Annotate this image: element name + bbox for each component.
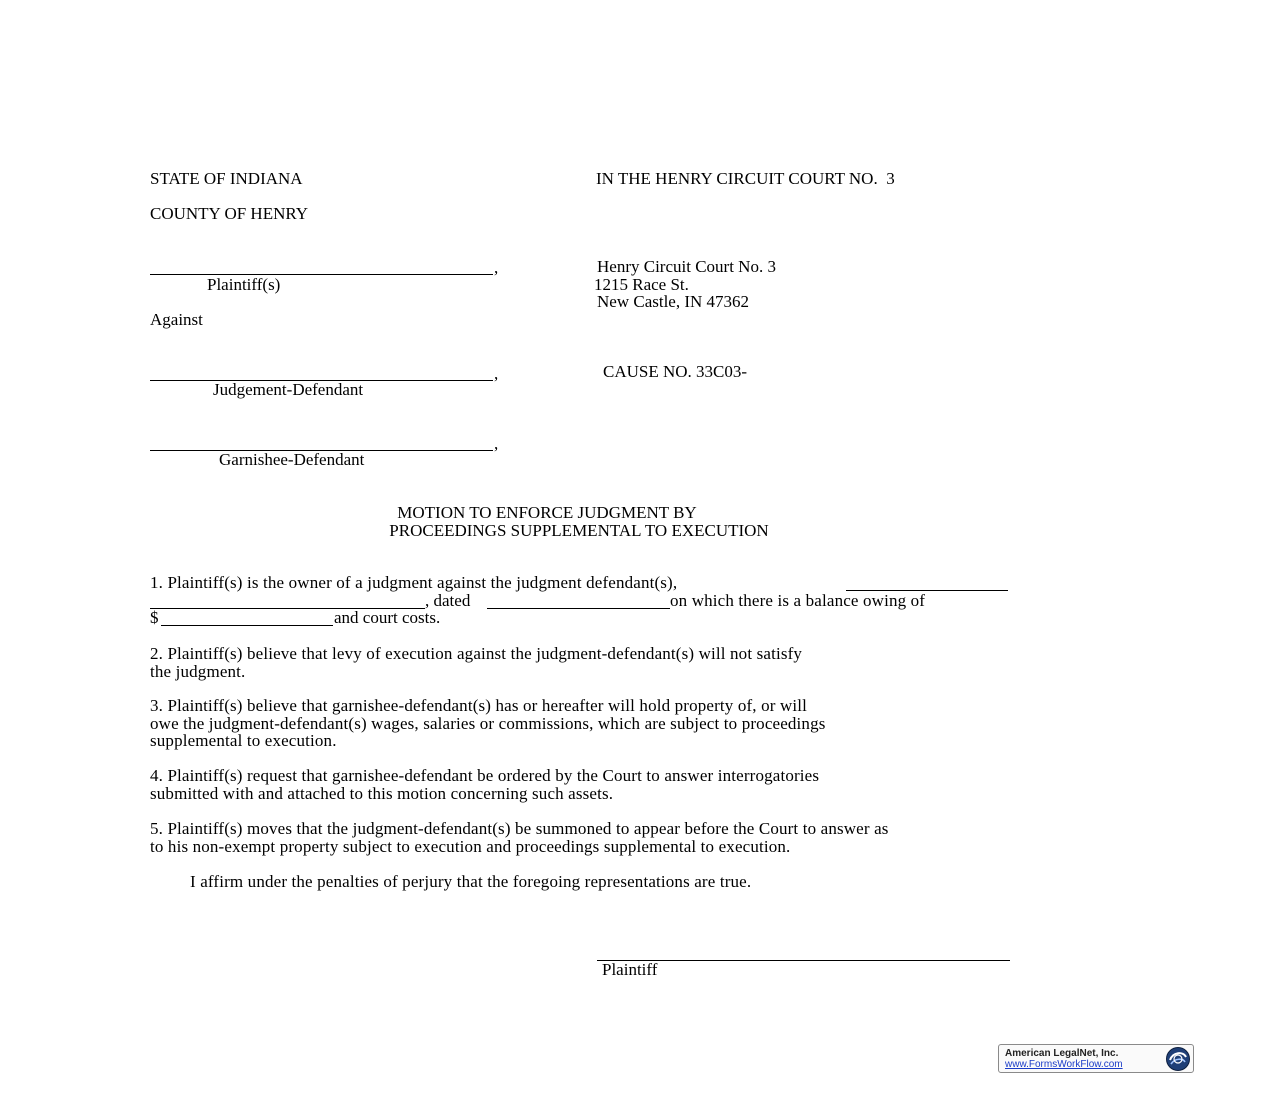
paragraph-1-text-a: 1. Plaintiff(s) is the owner of a judgment against the judgment defendant(s), xyxy=(150,573,678,592)
logo-company-name: American LegalNet, Inc. xyxy=(1005,1048,1119,1059)
logo-website-link[interactable]: www.FormsWorkFlow.com xyxy=(1005,1059,1123,1070)
court-address-line3: New Castle, IN 47362 xyxy=(597,292,750,311)
court-heading: IN THE HENRY CIRCUIT COURT NO. 3 xyxy=(596,169,895,188)
signature-label: Plaintiff xyxy=(602,960,658,979)
paragraph-2: 2. Plaintiff(s) believe that levy of execution against the judgment-defendant(s) will not satisfy the judgment. xyxy=(150,644,803,681)
judgment-date-blank[interactable] xyxy=(487,608,670,609)
paragraph-1-text-e: and court costs. xyxy=(334,608,441,627)
balance-amount-blank[interactable] xyxy=(161,625,333,626)
paragraph-3: 3. Plaintiff(s) believe that garnishee-defendant(s) has or hereafter will hold property of, or will owe the judgment-defendant(s) wages, salaries or commissions, which are subject to proceedings supplemental to execution. xyxy=(150,696,826,750)
cause-number: CAUSE NO. 33C03- xyxy=(603,362,748,381)
plaintiff-signature-line[interactable] xyxy=(597,960,1010,961)
against-label: Against xyxy=(150,310,203,329)
paragraph-1-text-b: , dated xyxy=(425,591,471,610)
affirmation-statement: I affirm under the penalties of perjury that the foregoing representations are true. xyxy=(190,872,752,891)
paragraph-1-text-c: on which there is a balance owing of xyxy=(670,591,926,610)
garnishee-defendant-comma: , xyxy=(494,434,499,453)
motion-title-line1: MOTION TO ENFORCE JUDGMENT BY xyxy=(397,503,697,522)
paragraph-1-text-d: $ xyxy=(150,608,159,627)
plaintiff-label: Plaintiff(s) xyxy=(207,275,281,294)
court-address-line1: Henry Circuit Court No. 3 xyxy=(597,257,776,276)
paragraph-5: 5. Plaintiff(s) moves that the judgment-defendant(s) be summoned to appear before the Court to answer as to his non-exempt property subject to execution and proceedings supplemental to execution. xyxy=(150,819,889,856)
motion-title-line2: PROCEEDINGS SUPPLEMENTAL TO EXECUTION xyxy=(389,521,769,540)
garnishee-defendant-label: Garnishee-Defendant xyxy=(219,450,365,469)
globe-swirl-icon xyxy=(1165,1046,1191,1072)
plaintiff-comma: , xyxy=(494,258,499,277)
court-address-line2: 1215 Race St. xyxy=(594,275,689,294)
american-legalnet-logo[interactable] xyxy=(998,1044,1194,1073)
county-heading: COUNTY OF HENRY xyxy=(150,204,309,223)
state-heading: STATE OF INDIANA xyxy=(150,169,303,188)
plaintiff-name-blank[interactable] xyxy=(150,274,493,275)
judgement-defendant-label: Judgement-Defendant xyxy=(213,380,364,399)
judgement-defendant-comma: , xyxy=(494,364,499,383)
paragraph-4: 4. Plaintiff(s) request that garnishee-defendant be ordered by the Court to answer interrogatories submitted with and attached to this motion concerning such assets. xyxy=(150,766,820,803)
